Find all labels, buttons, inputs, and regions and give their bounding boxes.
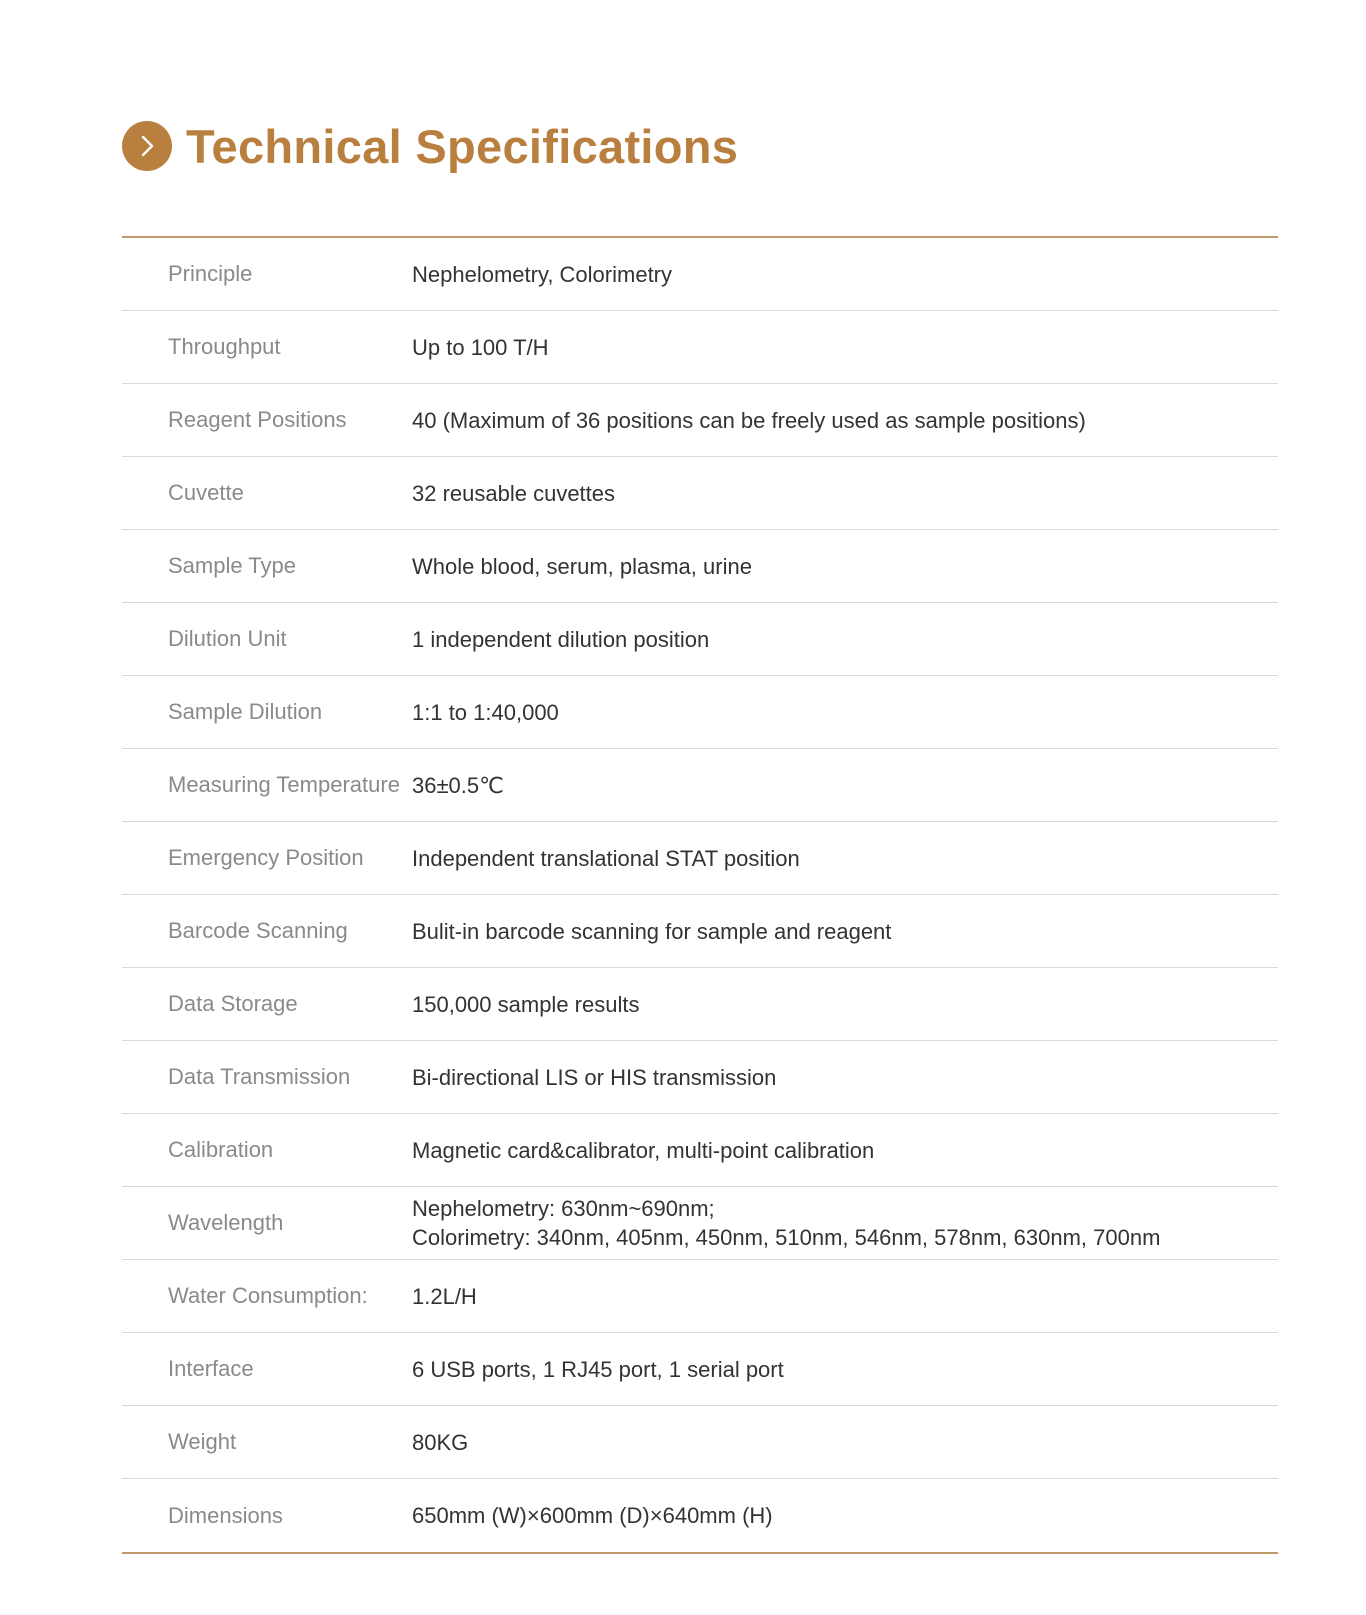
spec-label: Emergency Position (168, 845, 364, 870)
spec-value: 1 independent dilution position (412, 626, 710, 652)
spec-label: Weight (168, 1429, 237, 1454)
spec-label: Throughput (168, 334, 281, 359)
spec-value: 150,000 sample results (412, 991, 640, 1017)
spec-value: Bi-directional LIS or HIS transmission (412, 1064, 777, 1090)
spec-value: Independent translational STAT position (412, 845, 800, 871)
spec-label: Dimensions (168, 1502, 283, 1528)
spec-value-line: Colorimetry: 340nm, 405nm, 450nm, 510nm, 546nm, 578nm, 630nm, 700nm (412, 1225, 1161, 1250)
spec-row-throughput (122, 311, 1278, 384)
spec-label: Measuring Temperature (168, 772, 400, 797)
spec-row-wavelength (122, 1187, 1278, 1260)
spec-label: Calibration (168, 1137, 274, 1162)
spec-label: Reagent Positions (168, 407, 347, 432)
spec-value: 32 reusable cuvettes (412, 480, 616, 506)
page-header (122, 121, 738, 171)
spec-row-emergency-position (122, 822, 1278, 895)
spec-label: Sample Dilution (168, 699, 323, 724)
spec-value: Whole blood, serum, plasma, urine (412, 553, 752, 579)
spec-row-cuvette (122, 457, 1278, 530)
spec-row-reagent-positions (122, 384, 1278, 457)
spec-row-data-storage (122, 968, 1278, 1041)
spec-row-calibration (122, 1114, 1278, 1187)
chevron-right-icon (122, 121, 172, 171)
spec-row-sample-dilution (122, 676, 1278, 749)
spec-label: Wavelength (168, 1210, 284, 1235)
spec-row-water-consumption (122, 1260, 1278, 1333)
spec-label: Data Transmission (168, 1064, 351, 1089)
spec-label: Interface (168, 1356, 254, 1381)
spec-value: 80KG (412, 1429, 469, 1455)
spec-label: Data Storage (168, 991, 298, 1016)
spec-value-line: Nephelometry: 630nm~690nm; (412, 1196, 715, 1221)
spec-row-weight (122, 1406, 1278, 1479)
spec-label: Sample Type (168, 553, 297, 578)
spec-value: 36±0.5℃ (412, 772, 504, 798)
spec-row-interface (122, 1333, 1278, 1406)
spec-label: Dilution Unit (168, 626, 287, 651)
spec-row-measuring-temperature (122, 749, 1278, 822)
spec-row-data-transmission (122, 1041, 1278, 1114)
spec-value (412, 1194, 1160, 1252)
spec-row-principle (122, 238, 1278, 311)
spec-value: Bulit-in barcode scanning for sample and reagent (412, 918, 892, 944)
spec-table (122, 236, 1278, 1554)
page-title: Technical Specifications (186, 119, 739, 173)
spec-value: Magnetic card&calibrator, multi-point calibration (412, 1137, 875, 1163)
spec-row-dilution-unit (122, 603, 1278, 676)
spec-value: 650mm (W)×600mm (D)×640mm (H) (412, 1503, 773, 1528)
spec-value: 1.2L/H (412, 1283, 477, 1309)
spec-value: 6 USB ports, 1 RJ45 port, 1 serial port (412, 1356, 784, 1382)
spec-label: Cuvette (168, 480, 244, 505)
spec-label: Barcode Scanning (168, 918, 348, 943)
spec-value: 1:1 to 1:40,000 (412, 699, 559, 725)
spec-label: Water Consumption: (168, 1283, 368, 1308)
spec-label: Principle (168, 261, 253, 286)
spec-row-sample-type (122, 530, 1278, 603)
spec-value: 40 (Maximum of 36 positions can be freely used as sample positions) (412, 407, 1086, 433)
spec-value: Nephelometry, Colorimetry (412, 261, 673, 287)
spec-row-dimensions (122, 1479, 1278, 1552)
spec-value: Up to 100 T/H (412, 334, 549, 360)
spec-row-barcode-scanning (122, 895, 1278, 968)
